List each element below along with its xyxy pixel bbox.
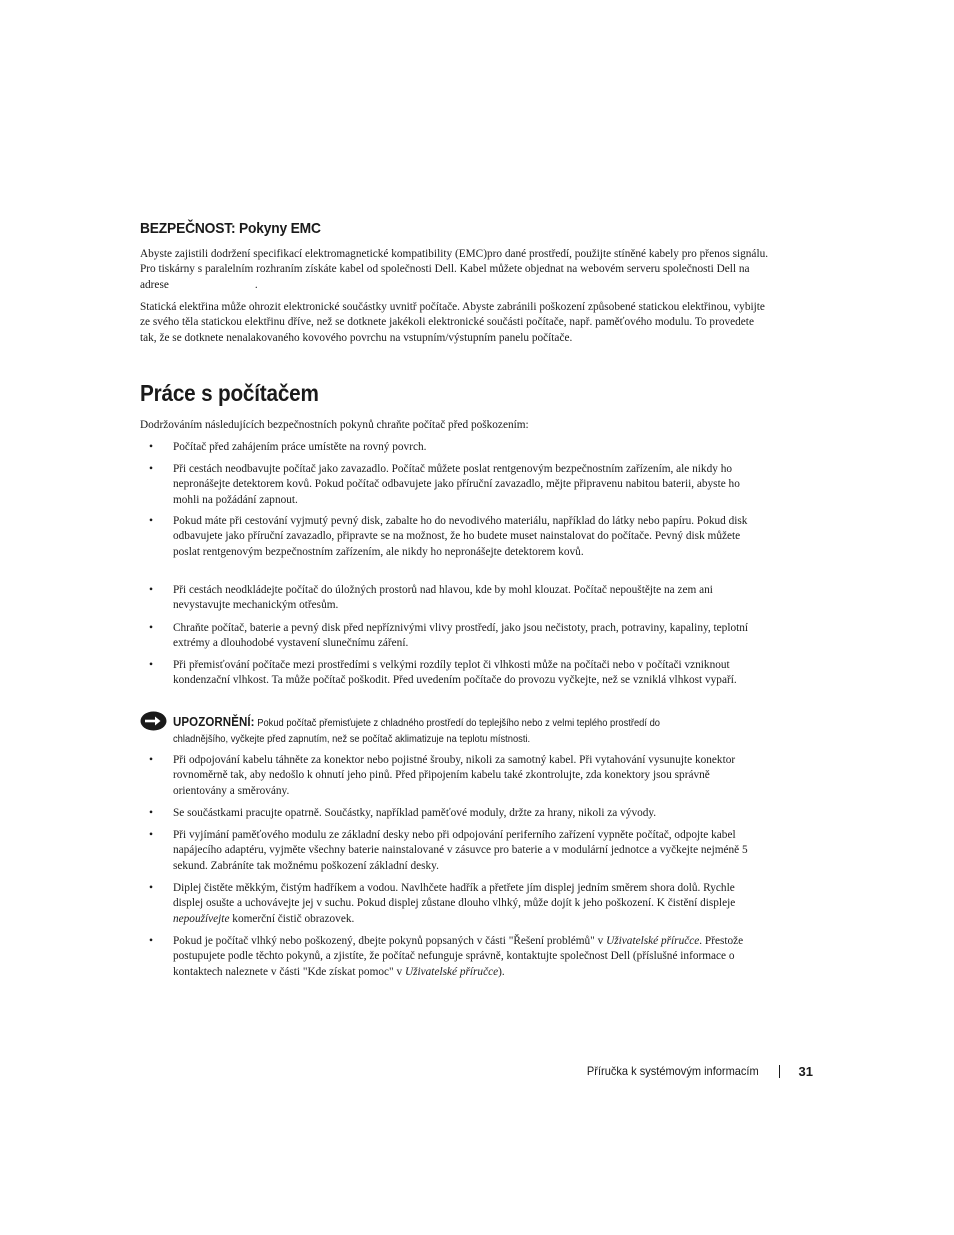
wet-text-3: ). [498,965,505,978]
bullet-dot: • [149,882,154,894]
bullet-dot: • [149,807,154,819]
list-item-text: Se součástkami pracujte opatrně. Součástky, například paměťové moduly, držte za hrany, nikoli za vývody. [173,807,657,819]
footer-separator [779,1065,780,1078]
intro-paragraph: Dodržováním následujících bezpečnostních pokynů chraňte počítač před poškozením: [140,419,529,431]
bullet-dot: • [149,584,154,596]
wet-emphasis-1: Uživatelské příručce [606,935,700,947]
page-title: Práce s počítačem [140,380,319,406]
notice-body: Pokud počítač přemisťujete z chladného prostředí do teplejšího nebo z velmi teplého prostředí do chladnějšího, vyčkejte před zapnutím, než se počítač aklimatizuje na teplotu místnosti. [173,718,660,745]
wet-text-2: . Přestože postupujete podle těchto pokynů, a zjistíte, že počítač nefunguje správně, kontaktujte společnost Dell (příslušné informace o kontaktech naleznete v části "Kde získat pomoc" v [173,935,744,978]
bullet-dot: • [149,441,154,453]
list-item-text: Chraňte počítač, baterie a pevný disk před nepříznivými vlivy prostředí, jako jsou nečistoty, prach, potraviny, kapaliny, teplotní extrémy a dlouhodobé vystavení slunečnímu záření. [173,622,749,650]
list-item-text: Počítač před zahájením práce umístěte na rovný povrch. [173,441,427,453]
bullet-dot: • [149,935,154,947]
display-text-before: Diplej čistěte měkkým, čistým hadříkem a vodou. Navlhčete hadřík a přetřete jím displej jedním směrem shora dolů. Rychle displej osušte a uchovávejte jej v suchu. Pokud displej zůstane dlouho vlhký, může dojít k jeho poškození. K čistění displeje [173,882,736,910]
list-item-text [173,881,763,927]
section-heading-emc: BEZPEČNOST: Pokyny EMC [140,220,321,237]
display-text-after: komerční čistič obrazovek. [229,912,355,925]
list-item-text: Při přemisťování počítače mezi prostředími s velkými rozdíly teplot či vlhkosti může na počítači nebo v počítači vzniknout kondenzační vlhkost. Ta může počítač poškodit. Před uvedením počítače do provozu vyčkejte, než se vzniklá vlhkost vypaří. [173,659,737,687]
list-item-text: Pokud máte při cestování vyjmutý pevný disk, zabalte ho do nevodivého materiálu, například do látky nebo papíru. Pokud disk odbavujete jako příruční zavazadlo, připravte se na možnost, že ho budete muset nainstalovat do počítače. Pevný disk můžete poslat rentgenovým bezpečnostním zařízením, ale nikdy ho nepronášejte detektorem kovů. [173,515,748,558]
footer-title: Příručka k systémovým informacím [586,1064,759,1078]
bullet-dot: • [149,463,154,475]
list-item-text: Při cestách neodbavujte počítač jako zavazadlo. Počítač můžete poslat rentgenovým bezpečnostním zařízením, ale nikdy ho nepronášejte detektorem kovů. Pokud počítač odbavujete jako příruční zavazadlo, mějte připravenu nabitou baterii, abyste ho mohli na požádání zapnout. [173,463,740,506]
page-footer [572,1062,813,1080]
list-item-text: Při vyjímání paměťového modulu ze základní desky nebo při odpojování periferního zařízení vypněte počítač, odpojte kabel napájecího adaptéru, vyjměte všechny baterie nainstalované v zásuvce pro baterie a v modulární jednotce a vyčkejte nejméně 5 sekund. Zabráníte tak možnému poškození základní desky. [173,829,748,872]
wet-emphasis-2: Uživatelské příručce [404,965,499,978]
bullet-dot: • [149,622,154,634]
notice-text [173,714,713,748]
notice-icon [140,711,167,731]
emc-paragraph-1-text: Abyste zajistili dodržení specifikací elektromagnetické kompatibility (EMC)pro dané prostředí, použijte stíněné kabely pro přenos signálu. Pro tiskárny s paralelním rozhraním získáte kabel od společnosti Dell. Kabel můžete objednat na webovém serveru společnosti Dell na adrese [140,248,769,291]
bullet-dot: • [149,754,154,766]
list-item-text: Při cestách neodkládejte počítač do úložných prostorů nad hlavou, kde by mohl klouzat. Počítač nepouštějte na zem ani nevystavujte mechanickým otřesům. [173,584,713,612]
emc-paragraph-1-end: . [254,278,258,291]
list-item-text [173,934,763,980]
notice-label: UPOZORNĚNÍ: [173,714,255,729]
bullet-dot: • [149,829,154,841]
wet-text-1: Pokud je počítač vlhký nebo poškozený, dbejte pokynů popsaných v části "Řešení problémů" v [173,935,607,947]
list-item-text: Při odpojování kabelu táhněte za konektor nebo pojistné šrouby, nikoli za samotný kabel. Při vytahování vysunujte konektor rovnoměrně tak, aby nedošlo k ohnutí jeho pinů. Před připojením kabelu také zkontrolujte, zda konektory jsou správně orientovány a směrovány. [173,754,736,797]
emc-paragraph-2: Statická elektřina může ohrozit elektronické součástky uvnitř počítače. Abyste zabránili poškození způsobené statickou elektřinou, vybijte ze svého těla statickou elektřinu dříve, než se dotknete jakékoli elektronické součásti počítače, např. paměťového modulu. To provedete tak, že se dotknete nenalakovaného kovového povrchu na vstupním/výstupním panelu počítače. [140,301,765,344]
bullet-dot: • [149,515,154,527]
display-text-emphasis: nepoužívejte [173,912,230,925]
page-number: 31 [798,1063,813,1079]
bullet-dot: • [149,659,154,671]
emc-paragraph-1 [140,247,770,293]
